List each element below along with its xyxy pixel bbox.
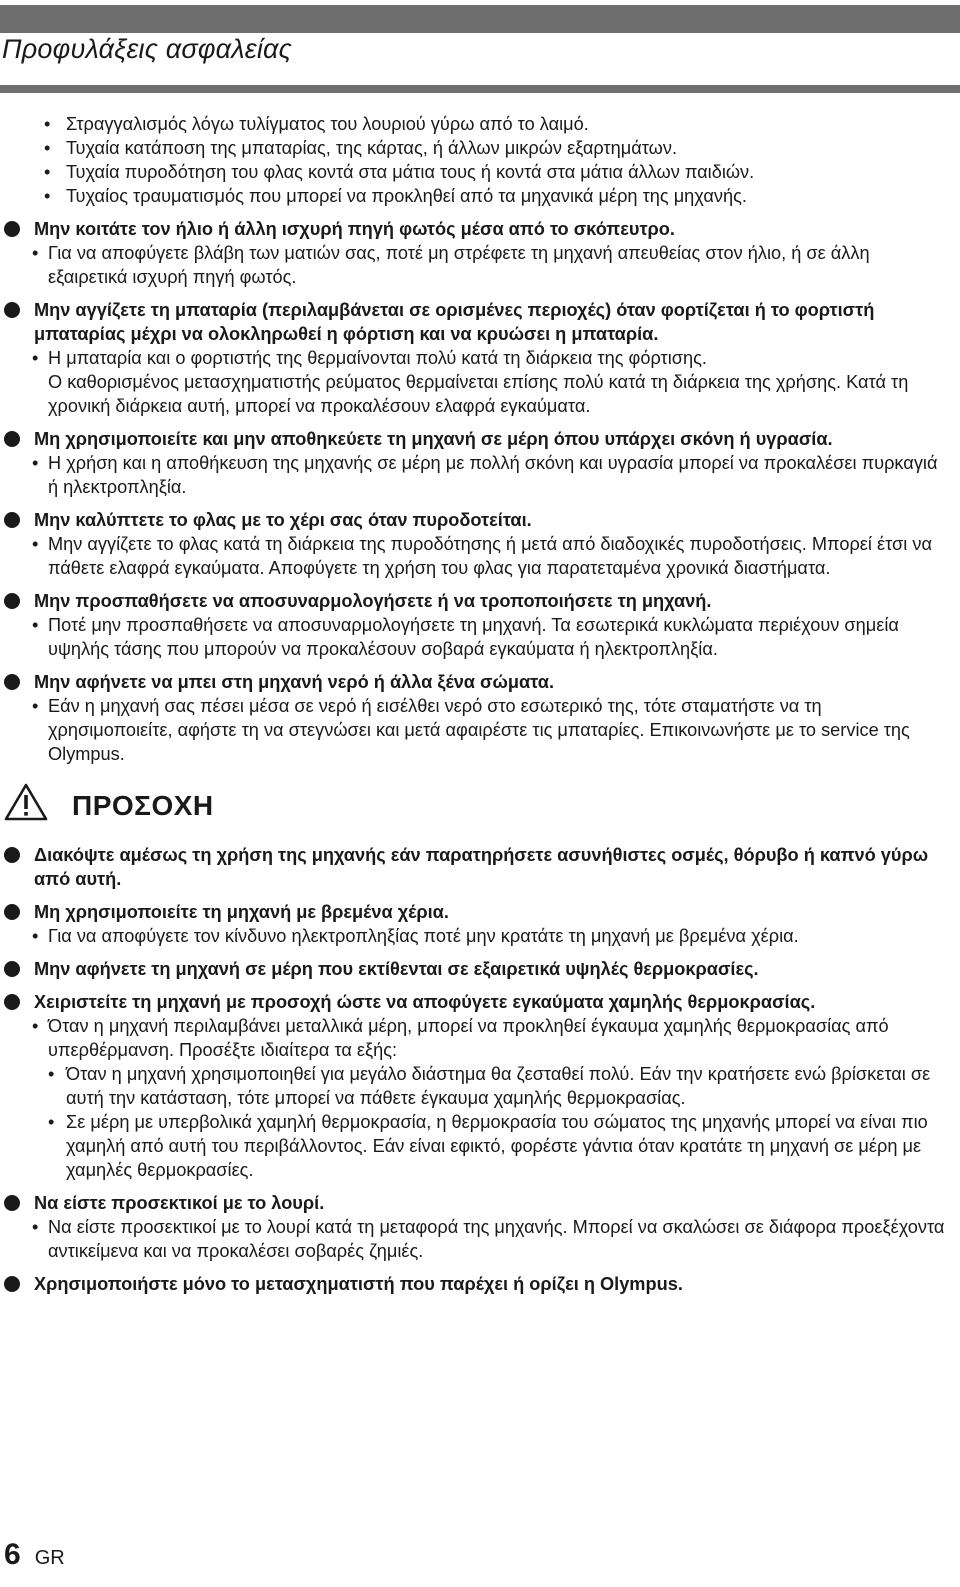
title-rule bbox=[0, 85, 960, 93]
warning-section bbox=[0, 508, 960, 580]
warning-section bbox=[0, 298, 960, 418]
caution-section bbox=[0, 900, 960, 948]
warning-section bbox=[0, 589, 960, 661]
header-bar bbox=[0, 5, 960, 33]
section-bullet: • Να είστε προσεκτικοί με το λουρί κατά τη μεταφορά της μηχανής. Μπορεί να σκαλώσει σε διάφορα προεξέχοντα αντικείμενα και να προκαλέσει σοβαρές ζημιές. bbox=[0, 1215, 960, 1263]
section-bullet: • Η μπαταρία και ο φορτιστής της θερμαίνονται πολύ κατά τη διάρκεια της φόρτισης. bbox=[0, 346, 960, 370]
bullet-dot-icon bbox=[4, 1276, 20, 1292]
bullet-dot-icon bbox=[4, 431, 20, 447]
bullet-dot-icon bbox=[4, 904, 20, 920]
section-heading: Διακόψτε αμέσως τη χρήση της μηχανής εάν παρατηρήσετε ασυνήθιστες οσμές, θόρυβο ή καπνό γύρω από αυτή. bbox=[0, 843, 960, 891]
section-heading: Μην αγγίζετε τη μπαταρία (περιλαμβάνεται σε ορισμένες περιοχές) όταν φορτίζεται ή το φορτιστή μπαταρίας μέχρι να ολοκληρωθεί η φόρτιση και να κρυώσει η μπαταρία. bbox=[0, 298, 960, 346]
caution-title: ΠΡΟΣΟΧΗ bbox=[72, 790, 214, 821]
warning-section bbox=[0, 427, 960, 499]
bullet-dot-icon bbox=[4, 674, 20, 690]
caution-section bbox=[0, 1272, 960, 1296]
bullet-dot-icon bbox=[4, 512, 20, 528]
caution-section bbox=[0, 843, 960, 891]
section-sub-bullet: • Όταν η μηχανή χρησιμοποιηθεί για μεγάλο διάστημα θα ζεσταθεί πολύ. Εάν την κρατήσετε ενώ βρίσκεται σε αυτή την κατάσταση, τότε μπορεί να πάθετε έγκαυμα χαμηλής θερμοκρασίας. bbox=[0, 1062, 960, 1110]
section-bullet: • Ποτέ μην προσπαθήσετε να αποσυναρμολογήσετε τη μηχανή. Τα εσωτερικά κυκλώματα περιέχουν σημεία υψηλής τάσης που μπορούν να προκαλέσουν σοβαρά εγκαύματα ή ηλεκτροπληξία. bbox=[0, 613, 960, 661]
page-number: 6 bbox=[4, 1538, 21, 1571]
caution-section bbox=[0, 990, 960, 1182]
section-heading: Μην καλύπτετε το φλας με το χέρι σας όταν πυροδοτείται. bbox=[0, 508, 960, 532]
section-heading: Μη χρησιμοποιείτε τη μηχανή με βρεμένα χέρια. bbox=[0, 900, 960, 924]
bullet-dot-icon bbox=[4, 847, 20, 863]
bullet-dot-icon bbox=[4, 1195, 20, 1211]
section-heading: Μην αφήνετε τη μηχανή σε μέρη που εκτίθενται σε εξαιρετικά υψηλές θερμοκρασίες. bbox=[0, 957, 960, 981]
bullet-dot-icon bbox=[4, 221, 20, 237]
intro-bullet: • Τυχαία κατάποση της μπαταρίας, της κάρτας, ή άλλων μικρών εξαρτημάτων. bbox=[0, 136, 960, 160]
page-footer bbox=[4, 1538, 65, 1572]
warning-section bbox=[0, 217, 960, 289]
section-heading: Μη χρησιμοποιείτε και μην αποθηκεύετε τη μηχανή σε μέρη όπου υπάρχει σκόνη ή υγρασία. bbox=[0, 427, 960, 451]
section-sub-bullet: • Σε μέρη με υπερβολικά χαμηλή θερμοκρασία, η θερμοκρασία του σώματος της μηχανής μπορεί να είναι πιο χαμηλή από αυτή του περιβάλλοντος. Εάν είναι εφικτό, φορέστε γάντια όταν κρατάτε τη μηχανή σε μέρη με χαμηλές θερμοκρασίες. bbox=[0, 1110, 960, 1182]
intro-bullet: • Τυχαία πυροδότηση του φλας κοντά στα μάτια τους ή κοντά στα μάτια άλλων παιδιών. bbox=[0, 160, 960, 184]
section-bullet: • Όταν η μηχανή περιλαμβάνει μεταλλικά μέρη, μπορεί να προκληθεί έγκαυμα χαμηλής θερμοκρασίας από υπερθέρμανση. Προσέξτε ιδιαίτερα τα εξής: bbox=[0, 1014, 960, 1062]
section-bullet: • Μην αγγίζετε το φλας κατά τη διάρκεια της πυροδότησης ή μετά από διαδοχικές πυροδοτήσεις. Μπορεί έτσι να πάθετε ελαφρά εγκαύματα. Αποφύγετε τη χρήση του φλας για παρατεταμένα χρονικά διαστήματα. bbox=[0, 532, 960, 580]
section-heading: Χειριστείτε τη μηχανή με προσοχή ώστε να αποφύγετε εγκαύματα χαμηλής θερμοκρασίας. bbox=[0, 990, 960, 1014]
warning-triangle-icon bbox=[4, 782, 48, 822]
section-bullet: • Για να αποφύγετε τον κίνδυνο ηλεκτροπληξίας ποτέ μην κρατάτε τη μηχανή με βρεμένα χέρια. bbox=[0, 924, 960, 948]
bullet-dot-icon bbox=[4, 593, 20, 609]
caution-section bbox=[0, 1191, 960, 1263]
content bbox=[0, 112, 960, 1296]
section-bullet: • Για να αποφύγετε βλάβη των ματιών σας, ποτέ μη στρέφετε τη μηχανή απευθείας στον ήλιο, ή σε άλλη εξαιρετικά ισχυρή πηγή φωτός. bbox=[0, 241, 960, 289]
bullet-dot-icon bbox=[4, 994, 20, 1010]
section-heading: Μην αφήνετε να μπει στη μηχανή νερό ή άλλα ξένα σώματα. bbox=[0, 670, 960, 694]
section-heading: Χρησιμοποιήστε μόνο το μετασχηματιστή που παρέχει ή ορίζει η Olympus. bbox=[0, 1272, 960, 1296]
caution-header bbox=[0, 776, 960, 834]
intro-bullet: • Στραγγαλισμός λόγω τυλίγματος του λουριού γύρω από το λαιμό. bbox=[0, 112, 960, 136]
intro-list bbox=[0, 112, 960, 208]
page-title: Προφυλάξεις ασφαλείας bbox=[2, 34, 292, 64]
section-heading: Μην κοιτάτε τον ήλιο ή άλλη ισχυρή πηγή φωτός μέσα από το σκόπευτρο. bbox=[0, 217, 960, 241]
section-heading: Να είστε προσεκτικοί με το λουρί. bbox=[0, 1191, 960, 1215]
bullet-dot-icon bbox=[4, 961, 20, 977]
bullet-dot-icon bbox=[4, 302, 20, 318]
section-bullet: • Εάν η μηχανή σας πέσει μέσα σε νερό ή εισέλθει νερό στο εσωτερικό της, τότε σταματήστε να τη χρησιμοποιείτε, αφήστε τη να στεγνώσει και μετά αφαιρέστε τις μπαταρίες. Επικοινωνήστε με το service της Olympus. bbox=[0, 694, 960, 766]
section-heading: Μην προσπαθήσετε να αποσυναρμολογήσετε ή να τροποποιήσετε τη μηχανή. bbox=[0, 589, 960, 613]
section-bullet: • Η χρήση και η αποθήκευση της μηχανής σε μέρη με πολλή σκόνη και υγρασία μπορεί να προκαλέσει πυρκαγιά ή ηλεκτροπληξία. bbox=[0, 451, 960, 499]
intro-bullet: • Τυχαίος τραυματισμός που μπορεί να προκληθεί από τα μηχανικά μέρη της μηχανής. bbox=[0, 184, 960, 208]
caution-section bbox=[0, 957, 960, 981]
section-note: Ο καθορισμένος μετασχηματιστής ρεύματος θερμαίνεται επίσης πολύ κατά τη διάρκεια της χρήσης. Κατά τη χρονική διάρκεια αυτή, μπορεί να προκαλέσουν ελαφρά εγκαύματα. bbox=[48, 372, 909, 416]
warning-section bbox=[0, 670, 960, 766]
language-code: GR bbox=[34, 1547, 65, 1569]
